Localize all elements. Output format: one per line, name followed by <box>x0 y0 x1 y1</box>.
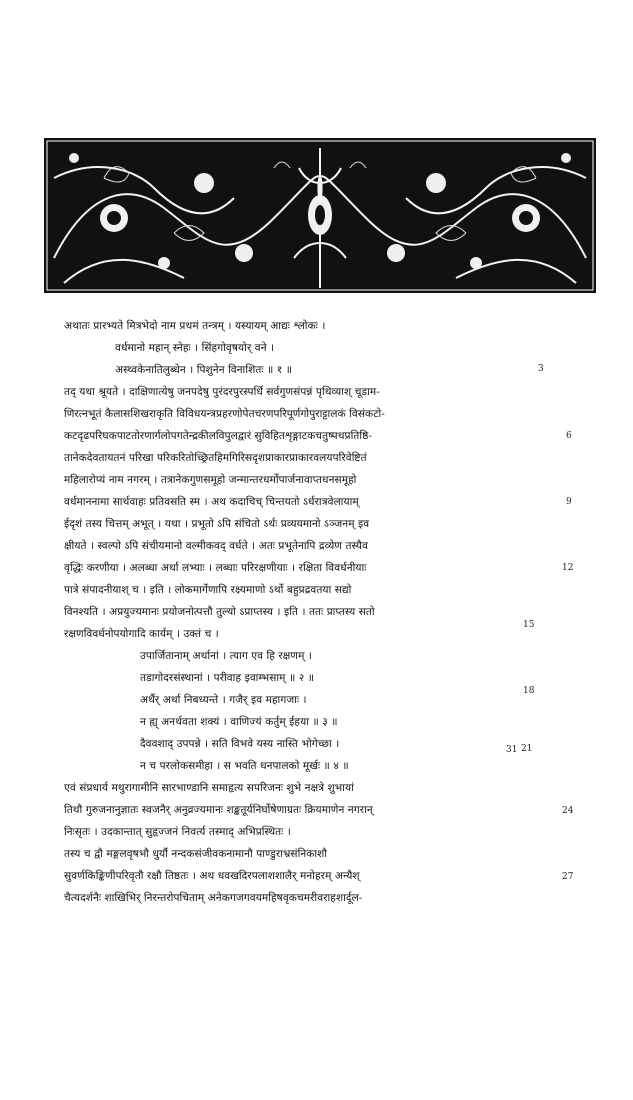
text-line-3: अस्थ्वकेनातिलुब्धेन । पिशुनेन विनाशितः ॥ १ ॥ <box>115 364 293 376</box>
margin-line-number: 6 <box>566 431 572 441</box>
text-line-21: चैत्यदर्शनैः शाखिभिर् निरन्तरोपचिताम् अनेकगजगवयमहिषवृकचमरीवराहशार्दूल- <box>64 892 363 904</box>
text-line-5: णिरत्नभूतं कैलासशिखराकृति विविधयन्त्रप्रहरणोपेतचरणपरिपूर्णगोपुराट्टालकं विसंकटो- <box>64 408 385 420</box>
margin-line-number: 3 <box>538 364 544 374</box>
verse-line-2: तडागोदरसंस्थानां । परीवाह इवाम्भसाम् ॥ २ ॥ <box>140 672 315 684</box>
margin-line-number: 12 <box>562 563 574 573</box>
text-line-4: तद् यथा श्रूयते । दाक्षिणात्येषु जनपदेषु पुरंदरपुरस्पर्धि सर्वगुणसंपन्नं पृथिव्याश् चूडाम- <box>64 386 380 398</box>
verse-line-3: अर्थैर् अर्था निबध्यन्ते । गजैर् इव महागजाः । <box>140 694 307 706</box>
margin-line-number: 24 <box>562 806 574 816</box>
text-line-18: निःसृतः । उदकान्तात् सुहृज्जनं निवर्त्य तस्माद् अभिप्रस्थितः । <box>64 826 291 838</box>
text-line-19: तस्य च द्वौ मङ्गलवृषभौ धुर्यौ नन्दकसंजीवकनामानौ पाण्डुराभ्रसंनिकाशौ <box>64 848 328 860</box>
text-line-16: एवं संप्रधार्य मथुरागामीनि सारभाण्डानि समाहृत्य सपरिजनः शुभे नक्षत्रे शुभायां <box>64 782 354 794</box>
margin-line-number: 27 <box>562 872 574 882</box>
text-line-10: ईदृशं तस्य चित्तम् अभूत् । यथा । प्रभूतो ऽपि संचितो ऽर्थः प्रव्ययमानो ऽञ्जनम् इव <box>64 518 370 530</box>
margin-line-number: 9 <box>566 497 572 507</box>
margin-line-number: 18 <box>523 686 535 696</box>
text-line-7: तानेकदेवतायतनं परिखा परिकरितोच्छ्रितहिमगिरिसदृशप्राकारप्राकारवलयपरिवेष्टितं <box>64 452 367 464</box>
text-line-20: सुवर्णकिङ्किणीपरिवृतौ रक्षौ तिष्ठतः । अथ धवखदिरपलाशशालैर् मनोहरम् अन्यैश् <box>64 870 360 882</box>
text-line-6: कटदृढपरिघकपाटतोरणार्गलोपगतेन्द्रकीलविपुलद्वारं सुविहितशृङ्गाटकचतुष्पथप्रतिष्ठि- <box>64 430 373 442</box>
verse-line-4: न ह्य् अनर्थवता शक्यं । वाणिज्यं कर्तुम् ईहया ॥ ३ ॥ <box>140 716 338 728</box>
text-line-14: विनश्यति । अप्रयुज्यमानः प्रयोजनोत्पत्तौ तुल्यो ऽप्राप्तस्य । इति । ततः प्राप्तस्य सतो <box>64 606 375 618</box>
verse-line-6: न च परलोकसमीहा । स भवति धनपालको मूर्खः ॥ ४ ॥ <box>140 760 349 772</box>
text-line-1: अथातः प्रारभ्यते मित्रभेदो नाम प्रथमं तन्त्रम् । यस्यायम् आद्यः श्लोकः । <box>64 320 326 332</box>
text-line-15: रक्षणविवर्धनोपयोगादि कार्यम् । उक्तं च । <box>64 628 219 640</box>
text-line-11: क्षीयते । स्वल्पो ऽपि संचीयमानो वल्मीकवद् वर्धते । अतः प्रभूतेनापि द्रव्येण तस्यैव <box>64 540 368 552</box>
text-line-17: तिथौ गुरुजनानुज्ञातः स्वजनैर् अनुव्रज्यमानः शङ्खतूर्यनिर्घोषेणाग्रतः क्रियमाणेन नगरान् <box>64 804 373 816</box>
text-line-8: महिलारोप्यं नाम नगरम् । तत्रानेकगुणसमूहो जन्मान्तरधर्मोपार्जनावाप्तधनसमूहो <box>64 474 357 486</box>
margin-line-number: 15 <box>523 620 535 630</box>
margin-line-number: 21 <box>521 744 533 754</box>
verse-line-1: उपार्जितानाम् अर्थानां । त्याग एव हि रक्षणम् । <box>140 650 312 662</box>
text-line-2: वर्धमानो महान् स्नेहः । सिंहगोवृषयोर् वने । <box>115 342 275 354</box>
inline-marker: 31 <box>506 745 518 755</box>
text-line-9: वर्धमाननामा सार्थवाहः प्रतिवसति स्म । अथ कदाचिच् चिन्तयतो ऽर्धरात्रवेलायाम् <box>64 496 359 508</box>
text-line-13: पात्रे संपादनीयाश् च । इति । लोकमार्गेणापि रक्ष्यमाणो ऽर्थो बहुप्रद्रवतया सद्यो <box>64 584 352 596</box>
verse-line-5: दैववशाद् उपपन्ने । सति विभवे यस्य नास्ति भोगेच्छा । <box>140 738 340 750</box>
text-line-12: वृद्धिः करणीया । अलब्धा अर्था लभ्याः । लब्धाः परिरक्षणीयाः । रक्षिता विवर्धनीयाः <box>64 562 367 574</box>
